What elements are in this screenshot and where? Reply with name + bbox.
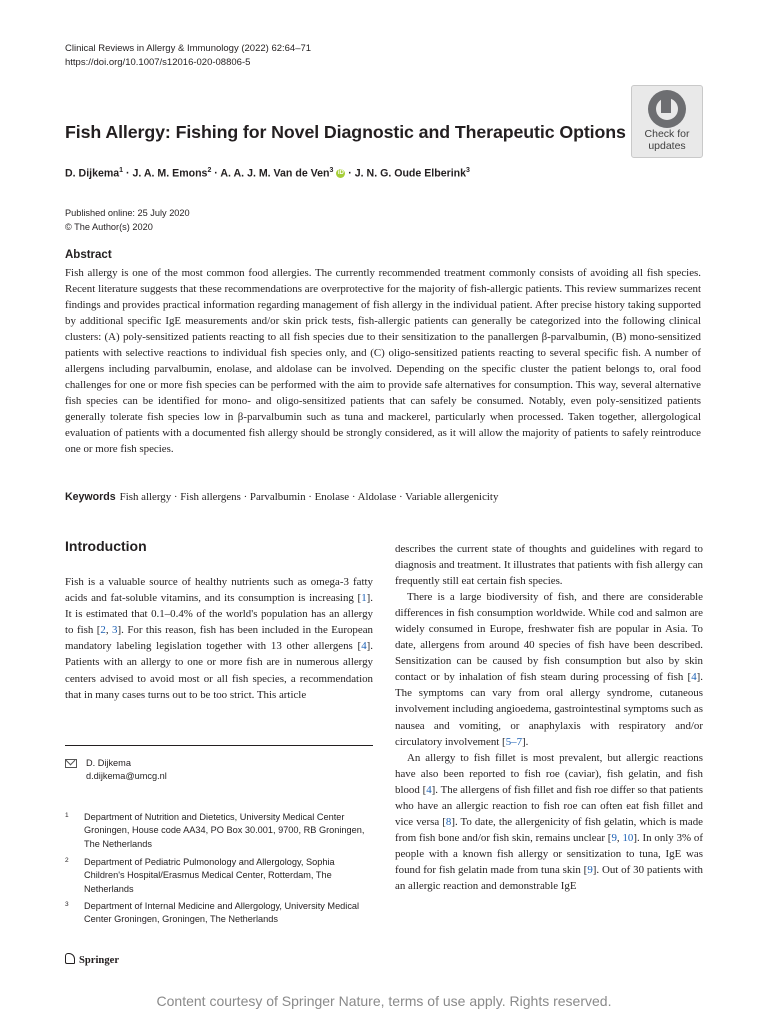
affiliation-text: Department of Nutrition and Dietetics, University Medical Center Groningen, House code AA34, PO Box 30.001, 9700, RB Groningen, The Netherlands [84,812,365,849]
affiliation-number: 3 [65,901,69,908]
abstract-heading: Abstract [65,249,112,261]
author-separator: · [123,167,133,180]
author-name[interactable]: J. A. M. Emons [132,167,208,180]
keywords-heading: Keywords [65,491,116,503]
publisher-name: Springer [79,955,120,966]
affiliation-number: 2 [65,857,69,864]
citation-link[interactable]: 5–7 [505,735,523,748]
keywords [65,491,498,503]
orcid-icon[interactable]: iD [337,170,344,177]
citation-link[interactable]: 10 [622,831,634,844]
citation-link[interactable]: 2 [100,624,106,637]
introduction-heading: Introduction [65,538,147,554]
author-name[interactable]: D. Dijkema [65,167,120,180]
affiliation-marker: 1 [119,167,124,174]
citation-link[interactable]: 4 [361,640,367,653]
affiliation-marker: 2 [207,167,212,174]
doi-link[interactable]: https://doi.org/10.1007/s12016-020-08806-5 [65,57,251,68]
citation-link[interactable]: 4 [691,671,697,684]
publication-info [65,206,190,234]
correspondence-name: D. Dijkema [86,758,131,768]
citation-link[interactable]: 3 [112,624,118,637]
envelope-icon [65,759,77,768]
abstract-text: Fish allergy is one of the most common food allergies. The currently recommended treatment commonly consists of avoiding all fish species. Recent literature suggests that these recommendations are overprotective for the majority of fish-allergic patients. This review summarizes recent findings and provides practical information regarding management of fish allergy in the individual patient. After precise history taking supported by additional specific IgE measurements and/or skin prick tests, fish-allergic patients can generally be categorized into the following clinical clusters: (A) poly-sensitized patients reacting to all fish species due to their sensitization to the panallergen β-parvalbumin, (B) mono-sensitized patients with selective reactions to individual fish species only, and (C) oligo-sensitized patients reacting to several specific fish. A number of allergens including parvalbumin, enolase, and aldolase can be involved. Depending on the specific cluster the patient belongs to, oral food challenges for one or more fish species can be performed with the aim to provide safe alternatives for consumption. This way, several alternative fish species can be identified for mono- and oligo-sensitized patients that can safely be consumed. Notably, even poly-sensitized patients generally tolerate fish species low in β-parvalbumin such as tuna and mackerel, particularly when processed. Taken together, allergological evaluation of patients with a documented fish allergy should be strongly considered, as it will allow the majority of patients to safely reintroduce one or more fish species. [65,267,701,455]
intro-paragraph: Fish is a valuable source of healthy nutrients such as omega-3 fatty acids and fat-soluble vitamins, and its consumption is increasing [1]. It is estimated that 0.1–0.4% of the world's population has an allergy to fish [2, 3]. For this reason, fish has been included in the European mandatory labeling legislation together with 13 other allergens [4]. Patients with an allergy to one or more fish are in numerous allergy centers advised to avoid most or all fish species, a recommendation that in many cases turns out to be too strict. This article [65,576,373,701]
author-separator: · [211,167,221,180]
intro-paragraph: There is a large biodiversity of fish, and there are considerable differences in fish consumption worldwide. While cod and salmon are widely consumed in Europe, freshwater fish are popular in Asia. To date, allergens from around 40 species of fish have been described. Sensitization can be caused by fish consumption but also by skin contact or by inhalation of fish steam during processing of fish [4]. The symptoms can vary from oral allergy syndrome, cutaneous involvement including angioedema, gastrointestinal symptoms such as nausea and vomiting, or anaphylaxis with respiratory and/or circulatory involvement [5–7]. [395,591,703,748]
author-name[interactable]: A. A. J. M. Van de Ven [220,167,330,180]
copyright: © The Author(s) 2020 [65,222,153,232]
publisher-logo [65,953,119,966]
citation-link[interactable]: 9 [611,831,617,844]
author-separator: · [345,167,355,180]
footnote-divider [65,745,373,746]
affiliation-marker: 3 [466,167,470,174]
keywords-list: Fish allergy · Fish allergens · Parvalbumin · Enolase · Aldolase · Variable allergenicity [119,491,499,503]
courtesy-notice: Content courtesy of Springer Nature, terms of use apply. Rights reserved. [156,993,612,1009]
affiliation-marker: 3 [329,167,334,174]
article-title: Fish Allergy: Fishing for Novel Diagnostic and Therapeutic Options [65,122,626,142]
citation-link[interactable]: 4 [426,783,432,796]
intro-paragraph: describes the current state of thoughts and guidelines with regard to diagnosis and treatment. It illustrates that patients with fish allergy can frequently still eat certain fish species. [395,543,703,588]
springer-horse-icon [65,953,75,964]
affiliation-text: Department of Internal Medicine and Allergology, University Medical Center Groningen, Groningen, The Netherlands [84,901,360,925]
intro-column-right [395,541,703,894]
check-updates-label-2: updates [648,140,686,152]
journal-citation: Clinical Reviews in Allergy & Immunology (2022) 62:64–71 [65,43,312,54]
check-updates-label-1: Check for [644,128,690,140]
intro-paragraph: An allergy to fish fillet is most prevalent, but allergic reactions have also been reported to fish roe (caviar), fish gelatin, and fish blood [4]. The allergens of fish fillet and fish roe differ so that patients who have an allergic reaction to fish roe can often eat fish fillet and vice versa [8]. To date, the allergenicity of fish gelatin, which is made from fish bone and/or fish skin, remains unclear [9, 10]. In only 3% of people with a known fish allergy or sensitization to tuna, IgE was found for fish gelatin made from tuna skin [9]. Out of 30 patients with an allergic reaction and demonstrable IgE [395,751,703,892]
crossmark-icon [648,90,686,128]
author-list [65,167,470,180]
author-name[interactable]: J. N. G. Oude Elberink [354,167,467,180]
citation-link[interactable]: 9 [587,863,593,876]
affiliation-text: Department of Pediatric Pulmonology and Allergology, Sophia Children's Hospital/Erasmus Medical Center, Rotterdam, The Netherlands [84,857,335,894]
correspondence-email[interactable]: d.dijkema@umcg.nl [86,771,167,781]
check-for-updates-button[interactable] [631,85,703,158]
published-date: Published online: 25 July 2020 [65,208,190,218]
citation-link[interactable]: 1 [361,592,367,605]
journal-header [65,42,311,70]
affiliation-number: 1 [65,812,69,819]
intro-column-left [65,574,373,703]
citation-link[interactable]: 8 [445,815,452,828]
